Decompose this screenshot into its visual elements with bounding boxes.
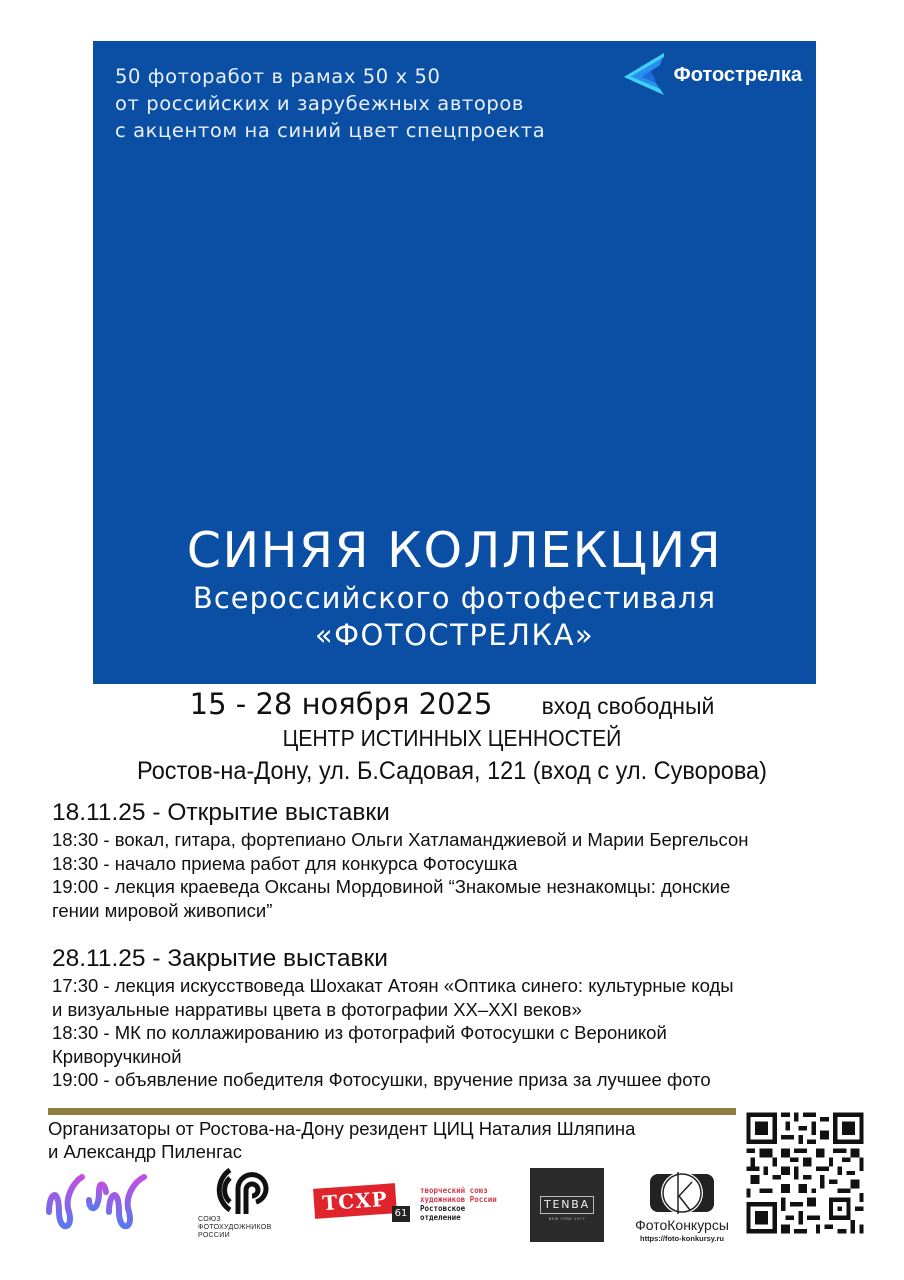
tshr-side-line: отделение	[420, 1213, 461, 1222]
squiggle-logo-icon	[44, 1172, 164, 1238]
schedule-day-closing	[52, 944, 872, 1092]
schedule-item: и визуальные нарративы цвета в фотографии XX–XXI веков»	[52, 998, 582, 1020]
schedule-heading: 28.11.25 - Закрытие выставки	[52, 945, 388, 972]
schedule-item: 18:30 - вокал, гитара, фортепиано Ольги Хатламанджиевой и Марии Бергельсон	[52, 829, 749, 850]
venue-address: Ростов-на-Дону, ул. Б.Садовая, 121 (вход с ул. Суворова)	[137, 757, 767, 785]
fotokonkursy-url[interactable]: https://foto-konkursy.ru	[639, 1234, 725, 1243]
tshr-side-text	[420, 1186, 497, 1222]
tshr-side-line: творческий союз	[420, 1186, 488, 1195]
dates-row	[0, 686, 904, 722]
tshr-side-line: Ростовское	[420, 1204, 466, 1213]
camera-k-logo-icon	[632, 1168, 732, 1248]
sfr-text-line: ФОТОХУДОЖНИКОВ	[198, 1224, 272, 1231]
poster-blue-panel	[93, 41, 816, 684]
sfr-logo-text	[198, 1216, 272, 1240]
intro-text	[115, 63, 545, 144]
tshr-red-badge	[313, 1183, 397, 1219]
subtitle: Всероссийского фотофестиваля	[192, 581, 717, 615]
brand-name: Фотострелка	[673, 63, 802, 86]
tshr-logo-icon	[314, 1182, 514, 1232]
tshr-number: 61	[392, 1206, 410, 1222]
organizers-line: Организаторы от Ростова-на-Дону резидент ЦИЦ Наталия Шляпина	[48, 1118, 636, 1139]
fotokonkursy-name-b: Конкурсы	[667, 1217, 729, 1233]
tenba-logo-icon	[530, 1168, 604, 1242]
intro-line: с акцентом на синий цвет спецпроекта	[115, 119, 546, 142]
schedule-item: гении мировой живописи”	[52, 899, 273, 921]
arrow-chevron-logo-icon	[620, 51, 670, 99]
sfr-logo-icon	[190, 1164, 290, 1244]
sfr-text-line: СОЮЗ	[198, 1216, 221, 1223]
organizers-line: и Александр Пиленгас	[48, 1141, 242, 1162]
tenba-sub: NEW YORK 1977	[548, 1217, 586, 1221]
schedule-item: 19:00 - объявление победителя Фотосушки, вручение приза за лучшее фото	[52, 1069, 711, 1090]
schedule-heading: 18.11.25 - Открытие выставки	[52, 799, 390, 826]
partner-logos	[0, 1160, 904, 1260]
fotokonkursy-name-a: Фото	[635, 1217, 668, 1233]
venue-name: ЦЕНТР ИСТИННЫХ ЦЕННОСТЕЙ	[282, 725, 622, 751]
tshr-badge-text: ТСХР	[321, 1186, 389, 1216]
event-dates: 15 - 28 ноября 2025	[189, 687, 493, 721]
schedule-item: 18:30 - начало приема работ для конкурса Фотосушка	[52, 852, 518, 874]
schedule-item: Криворучкиной	[52, 1045, 182, 1067]
title-block	[93, 523, 816, 653]
festival-name: «ФОТОСТРЕЛКА»	[314, 618, 595, 652]
schedule-day-opening	[52, 798, 872, 922]
sfr-text-line: РОССИИ	[198, 1232, 230, 1239]
entry-info: вход свободный	[541, 693, 715, 719]
schedule-item: 18:30 - МК по коллажированию из фотографий Фотосушки с Вероникой	[52, 1022, 667, 1043]
tenba-word: TENBA	[540, 1196, 594, 1214]
page-title: СИНЯЯ КОЛЛЕКЦИЯ	[186, 522, 723, 579]
gold-divider	[48, 1108, 736, 1115]
organizers-text	[48, 1117, 738, 1163]
intro-line: от российских и зарубежных авторов	[115, 92, 525, 115]
brand-logo	[620, 51, 802, 99]
fotokonkursy-name	[632, 1217, 732, 1233]
tshr-side-line: художников России	[420, 1195, 497, 1204]
intro-line: 50 фоторабот в рамах 50 х 50	[115, 65, 441, 88]
schedule-item: 17:30 - лекция искусствоведа Шохакат Атоян «Оптика синего: культурные коды	[52, 975, 734, 996]
schedule-item: 19:00 - лекция краеведа Оксаны Мордовиной “Знакомые незнакомцы: донские	[52, 876, 731, 897]
